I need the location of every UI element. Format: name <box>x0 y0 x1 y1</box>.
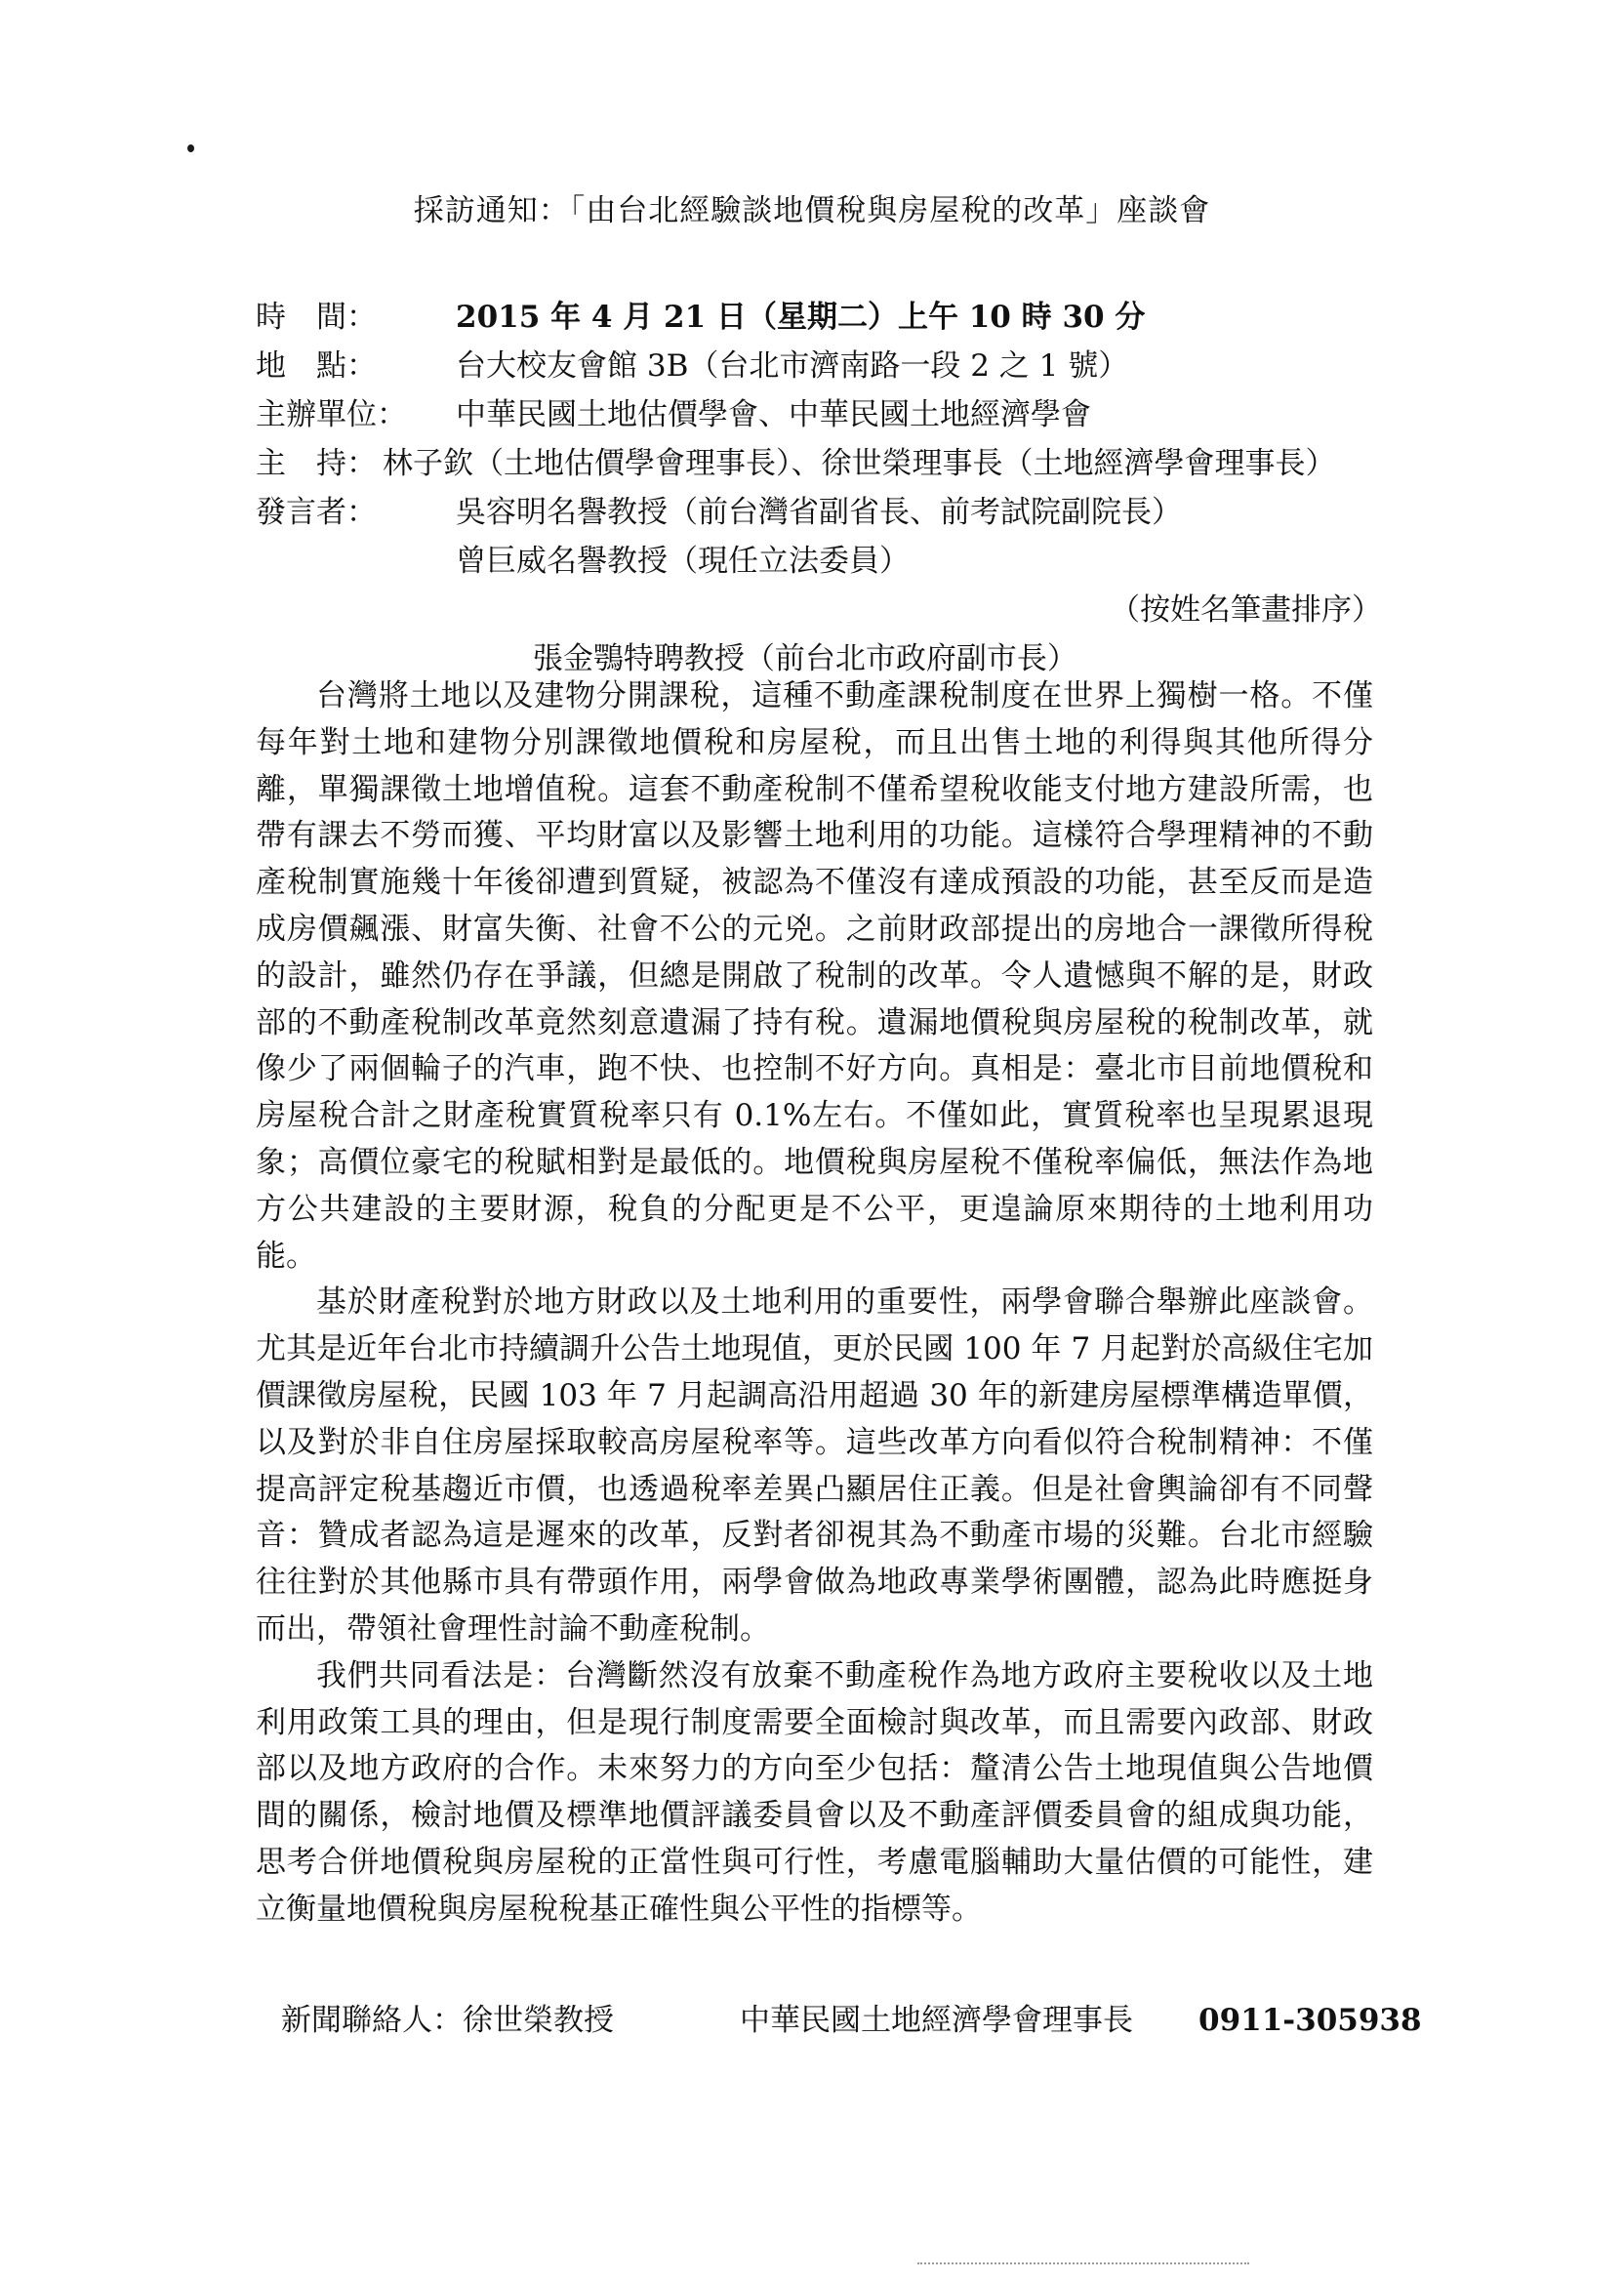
body-text <box>256 673 1373 1934</box>
info-row-speaker-2 <box>256 537 1388 586</box>
paragraph-1: 台灣將土地以及建物分開課稅，這種不動產課稅制度在世界上獨樹一格。不僅每年對土地和建物分別課徵地價稅和房屋稅，而且出售土地的利得與其他所得分離，單獨課徵土地增值稅。這套不動產稅制不僅希望稅收能支付地方建設所需，也帶有課去不勞而獲、平均財富以及影響土地利用的功能。這樣符合學理精神的不動產稅制實施幾十年後卻遭到質疑，被認為不僅沒有達成預設的功能，甚至反而是造成房價飆漲、財富失衡、社會不公的元兇。之前財政部提出的房地合一課徵所得稅的設計，雖然仍存在爭議，但總是開啟了稅制的改革。令人遺憾與不解的是，財政部的不動產稅制改革竟然刻意遺漏了持有稅。遺漏地價稅與房屋稅的稅制改革，就像少了兩個輪子的汽車，跑不快、也控制不好方向。真相是：臺北市目前地價稅和房屋稅合計之財產稅實質稅率只有 0.1%左右。不僅如此，實質稅率也呈現累退現象；高價位豪宅的稅賦相對是最低的。地價稅與房屋稅不僅稅率偏低，無法作為地方公共建設的主要財源，稅負的分配更是不公平，更遑論原來期待的土地利用功能。 <box>256 678 1373 1274</box>
contact-name: 新聞聯絡人：徐世榮教授 <box>281 2003 614 2038</box>
info-label-organizer: 主辦單位： <box>256 397 407 432</box>
document-title: 採訪通知：「由台北經驗談地價稅與房屋稅的改革」座談會 <box>413 193 1211 228</box>
info-row-time <box>256 293 1388 342</box>
paragraph-2: 基於財產稅對於地方財政以及土地利用的重要性，兩學會聯合舉辦此座談會。尤其是近年台北市持續調升公告土地現值，更於民國 100 年 7 月起對於高級住宅加價課徵房屋稅，民國 103 年 7 月起調高沿用超過 30 年的新建房屋標準構造單價，以及對於非自住房屋採取較高房屋稅率等。這些改革方向看似符合稅制精神：不僅提高評定稅基趨近市價，也透過稅率差異凸顯居住正義。但是社會輿論卻有不同聲音：贊成者認為這是遲來的改革，反對者卻視其為不動產市場的災難。台北市經驗往往對於其他縣市具有帶頭作用，兩學會做為地政專業學術團體，認為此時應挺身而出，帶領社會理性討論不動產稅制。 <box>256 1284 1373 1647</box>
info-value-organizer: 中華民國土地估價學會、中華民國土地經濟學會 <box>456 397 1091 432</box>
info-value-speaker-1: 吳容明名譽教授（前台灣省副省長、前考試院副院長） <box>456 495 1182 530</box>
info-label-speakers: 發言者： <box>256 495 377 530</box>
info-value-location: 台大校友會館 3B（台北市濟南路一段 2 之 1 號） <box>456 348 1129 384</box>
contact-phone: 0911-305938 <box>1198 2003 1422 2038</box>
info-value-speaker-3: 張金鶚特聘教授（前台北市政府副市長） <box>532 641 1077 676</box>
scan-artifact-line <box>917 2262 1249 2264</box>
info-row-speaker-3 <box>256 586 1388 676</box>
scan-speck <box>187 144 194 152</box>
info-row-location <box>256 342 1388 390</box>
contact-organization: 中華民國土地經濟學會理事長 <box>740 2003 1133 2038</box>
info-value-speaker-2: 曾巨威名譽教授（現任立法委員） <box>456 544 910 579</box>
info-label-time: 時 間： <box>256 300 377 335</box>
info-value-host: 林子欽（土地估價學會理事長）、徐世榮理事長（土地經濟學會理事長） <box>383 446 1336 481</box>
info-row-organizer <box>256 390 1388 439</box>
speaker-order-note: （按姓名筆畫排序） <box>1110 592 1382 628</box>
info-label-host: 主 持： <box>256 446 377 481</box>
info-row-host <box>256 439 1388 488</box>
info-row-speaker-1 <box>256 488 1388 537</box>
info-value-time: 2015 年 4 月 21 日（星期二）上午 10 時 30 分 <box>456 300 1146 335</box>
press-contact <box>281 1996 1422 2045</box>
paragraph-3: 我們共同看法是：台灣斷然沒有放棄不動產稅作為地方政府主要稅收以及土地利用政策工具的理由，但是現行制度需要全面檢討與改革，而且需要內政部、財政部以及地方政府的合作。未來努力的方向至少包括：釐清公告土地現值與公告地價間的關係，檢討地價及標準地價評議委員會以及不動產評價委員會的組成與功能，思考合併地價稅與房屋稅的正當性與可行性，考慮電腦輔助大量估價的可能性，建立衡量地價稅與房屋稅稅基正確性與公平性的指標等。 <box>256 1657 1373 1927</box>
event-info <box>256 293 1388 676</box>
info-label-location: 地 點： <box>256 348 377 384</box>
